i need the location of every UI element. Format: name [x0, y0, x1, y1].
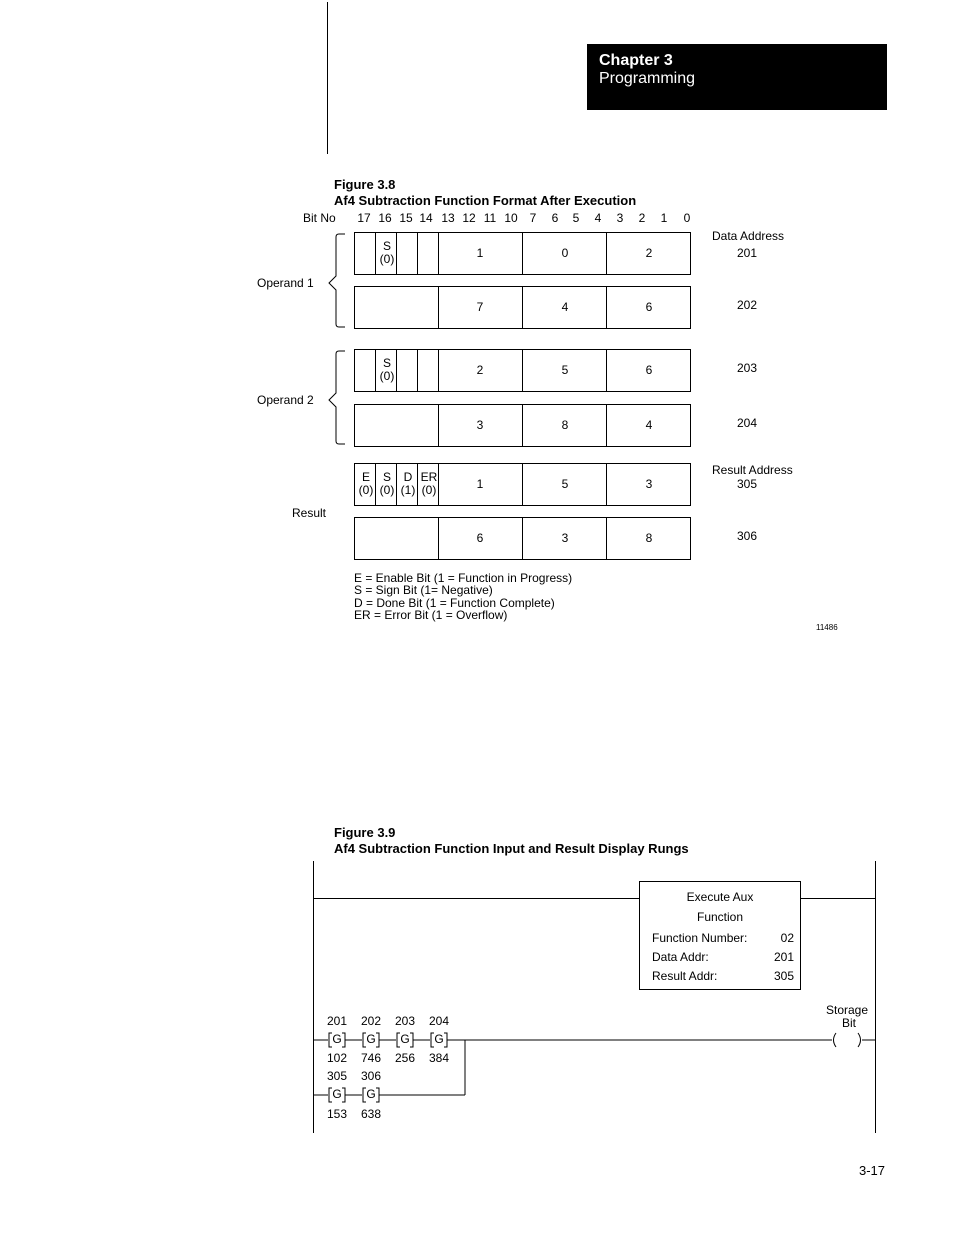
contact-type: G [332, 1087, 342, 1101]
word-address: 202 [736, 298, 758, 312]
contact-type: G [332, 1032, 342, 1046]
bit-number: 14 [419, 211, 433, 225]
bit-number: 16 [378, 211, 392, 225]
bcd-digit: 6 [476, 531, 484, 545]
bcd-digit: 3 [561, 531, 569, 545]
contact-address: 204 [428, 1014, 450, 1028]
status-bit-name: E [361, 470, 370, 484]
word-address: 203 [736, 361, 758, 375]
bit-number: 0 [683, 211, 691, 225]
contact-type: G [366, 1087, 376, 1101]
contact-value: 153 [326, 1107, 348, 1121]
bcd-digit: 6 [645, 363, 653, 377]
bcd-digit: 5 [561, 363, 569, 377]
bit-number: 12 [462, 211, 476, 225]
bcd-digit: 8 [645, 531, 653, 545]
word-address: 305 [736, 477, 758, 491]
contact-value: 384 [428, 1051, 450, 1065]
bit-number: 1 [660, 211, 668, 225]
contact-address: 306 [360, 1069, 382, 1083]
contact-address: 201 [326, 1014, 348, 1028]
bit-number: 17 [357, 211, 371, 225]
bit-number: 15 [399, 211, 413, 225]
block-field-value: 201 [773, 950, 794, 964]
legend-line: ER = Error Bit (1 = Overflow) [354, 608, 508, 622]
storage-bit-coil-icon [834, 1033, 861, 1047]
bcd-digit: 6 [645, 300, 653, 314]
bit-number: 13 [441, 211, 455, 225]
bit-number: 6 [551, 211, 559, 225]
legend-line: S = Sign Bit (1= Negative) [354, 583, 493, 597]
storage-bit-label [820, 1004, 874, 1030]
bcd-digit: 3 [476, 418, 484, 432]
chapter-label: Chapter 3 [599, 52, 673, 69]
block-field-value: 02 [780, 931, 794, 945]
bit-no-label: Bit No [303, 211, 336, 225]
contact-value: 102 [326, 1051, 348, 1065]
block-field-label: Data Addr: [652, 950, 709, 964]
chapter-title: Programming [599, 70, 696, 87]
block-title-line-1: Execute Aux [686, 890, 754, 904]
contact-value: 256 [394, 1051, 416, 1065]
data-address-header: Data Address [712, 229, 785, 243]
status-bit-name: S [382, 356, 391, 370]
status-bit-name: D [403, 470, 413, 484]
bit-number: 4 [594, 211, 602, 225]
bit-number: 5 [572, 211, 580, 225]
block-field-label: Result Addr: [652, 969, 718, 983]
bcd-digit: 2 [476, 363, 484, 377]
legend-line: D = Done Bit (1 = Function Complete) [354, 596, 555, 610]
bcd-digit: 1 [476, 246, 484, 260]
bcd-digit: 4 [561, 300, 569, 314]
bcd-digit: 7 [476, 300, 484, 314]
status-bit-name: S [382, 470, 391, 484]
status-bit-value: (0) [379, 483, 395, 497]
bit-number: 7 [529, 211, 537, 225]
result-label: Result [292, 506, 327, 520]
status-bit-value: (0) [379, 252, 395, 266]
bcd-digit: 5 [561, 477, 569, 491]
contact-address: 202 [360, 1014, 382, 1028]
storage-bit-label-line-1: Storage [825, 1003, 869, 1017]
storage-bit-label-line-2: Bit [841, 1016, 856, 1030]
status-bit-value: (0) [379, 369, 395, 383]
bcd-digit: 4 [645, 418, 653, 432]
contact-type: G [400, 1032, 410, 1046]
bit-number: 2 [638, 211, 646, 225]
bcd-digit: 3 [645, 477, 653, 491]
contact-address: 305 [326, 1069, 348, 1083]
operand-2-label: Operand 2 [257, 393, 314, 407]
operand-1-label: Operand 1 [257, 276, 314, 290]
status-bit-value: (1) [400, 483, 416, 497]
block-title-line-2: Function [696, 910, 744, 924]
bit-number: 10 [504, 211, 518, 225]
bcd-digit: 0 [561, 246, 569, 260]
status-bit-name: ER [420, 470, 438, 484]
figure-3-8-number: Figure 3.8 [334, 177, 396, 192]
legend-line: E = Enable Bit (1 = Function in Progress) [354, 571, 573, 585]
contact-type: G [434, 1032, 444, 1046]
bcd-digit: 2 [645, 246, 653, 260]
contact-value: 746 [360, 1051, 382, 1065]
word-address: 204 [736, 416, 758, 430]
contact-type: G [366, 1032, 376, 1046]
status-bit-value: (0) [358, 483, 374, 497]
word-address: 201 [736, 246, 758, 260]
block-field-label: Function Number: [652, 931, 748, 945]
page-number: 3-17 [859, 1163, 886, 1178]
figure-3-8-title: Af4 Subtraction Function Format After Execution [334, 193, 637, 208]
figure-id: 11486 [816, 623, 838, 632]
contact-address: 203 [394, 1014, 416, 1028]
word-address: 306 [736, 529, 758, 543]
figure-3-9-title: Af4 Subtraction Function Input and Result Display Rungs [334, 841, 689, 856]
bit-number: 3 [616, 211, 624, 225]
status-bit-name: S [382, 239, 391, 253]
block-field-value: 305 [773, 969, 794, 983]
contact-value: 638 [360, 1107, 382, 1121]
bcd-digit: 8 [561, 418, 569, 432]
status-bit-value: (0) [421, 483, 437, 497]
bit-number: 11 [483, 211, 497, 225]
result-address-header: Result Address [712, 463, 793, 477]
bcd-digit: 1 [476, 477, 484, 491]
figure-3-9-number: Figure 3.9 [334, 825, 396, 840]
